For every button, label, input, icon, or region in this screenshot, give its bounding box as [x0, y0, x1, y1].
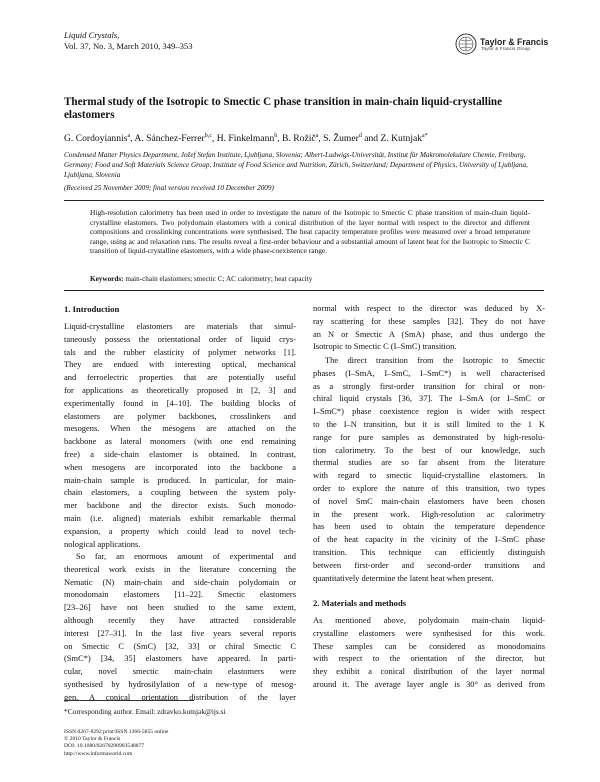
publication-imprint [64, 729, 168, 758]
keywords-label: Keywords: [90, 275, 124, 283]
copyright: © 2010 Taylor & Francis [64, 736, 121, 743]
text-line: chiral liquid crystals [36, 37]. The I–SmA (or I–SmC or [313, 393, 545, 404]
author: B. Rožič$^a$ [282, 133, 319, 145]
divider-bottom [64, 290, 544, 291]
divider-top [64, 200, 544, 201]
text-line: phases (I–SmA, I–SmC, I–SmC*) is well characterised [313, 367, 545, 378]
text-line: chain elastomers, a coupling between the system poly- [64, 487, 296, 498]
text-line: order to explore the nature of this transition, two types [313, 482, 545, 493]
text-line: range for pure samples as demonstrated by high-resolu- [313, 431, 545, 442]
text-line: taneously possess the orientational order of liquid crys- [64, 333, 296, 344]
text-line: mesogens. When the mesogens are attached on the [64, 423, 296, 434]
author: A. Sánchez-Ferrer$^{b,c}$ [134, 133, 212, 145]
text-line: nological applications. [64, 538, 141, 549]
journal-name: Liquid Crystals, [64, 30, 120, 40]
text-line: So far, an enormous amount of experimental and [76, 551, 296, 561]
corresponding-author-footnote: *Corresponding author. Email: zdravko.kutnjak@ijs.si [64, 707, 226, 716]
text-line: [23–26] have not been studied to the same extent, [64, 602, 296, 613]
text-line: main-chain sample is produced. In particular, for main- [64, 474, 296, 485]
text-line: to the I–N transition, but it is still limited to the 1 K [313, 418, 545, 429]
text-line: for applications as theoretically proposed in [2, 3] and [64, 384, 296, 395]
text-line: crystalline elastomers were synthesised for this work. [313, 627, 545, 638]
right-column-paragraph-1 [313, 302, 545, 353]
globe-seal-icon [455, 33, 477, 55]
text-line: quantitatively determine the latent heat when present. [313, 572, 494, 583]
text-line: normal with respect to the director was deduced by X- [313, 303, 545, 313]
text-line: with regard to smectic liquid-crystalline elastomers. In [313, 470, 545, 481]
text-line: tals and the rubber elasticity of polymer networks [1]. [64, 346, 296, 357]
text-line: and ferroelectric properties that are potentially useful [64, 372, 296, 383]
right-column-paragraph-2 [313, 354, 545, 584]
text-line: when mesogens are incorporated into the backbone a [64, 461, 296, 472]
text-line: of the heat capacity in the vicinity of the I–SmC phase [313, 534, 545, 545]
section-heading-introduction: 1. Introduction [64, 304, 120, 314]
text-line: As mentioned above, polydomain main-chain liquid- [313, 615, 545, 625]
text-line: monodomain elastomers [11–22]. Smectic elastomers [64, 589, 296, 600]
text-line: they exhibit a conical distribution of the layer normal [313, 666, 545, 677]
text-line: thermal studies are so far absent from the literature [313, 457, 545, 468]
right-column-paragraph-3 [313, 614, 545, 691]
text-line: backbone as lateral monomers (with one end remaining [64, 436, 296, 447]
text-line: Isotropic to Smectic C (I–SmC) transition. [313, 341, 457, 352]
text-line: These samples can be considered as monodomains [313, 640, 545, 651]
text-line: with respect to the orientation of the director, but [313, 653, 545, 664]
text-line: has been used to obtain the temperature dependence [313, 521, 545, 532]
text-line: as a strongly first-order transition for chiral or non- [313, 380, 545, 391]
text-line: elastomers are polymer backbones, crosslinkers and [64, 410, 296, 421]
text-line: They are endued with interesting optical, mechanical [64, 359, 296, 370]
text-line: of novel SmC main-chain elastomers have been chosen [313, 495, 545, 506]
text-line: Nematic (N) main-chain and side-chain polydomain or [64, 576, 296, 587]
text-line: cular, novel smectic main-chain elastomers were [64, 666, 296, 677]
author: Z. Kutnjak$^{a*}$ [380, 133, 428, 145]
text-line: synthesised by hydrosilylation of a new-type of mesog- [64, 678, 296, 689]
text-line: Liquid-crystalline elastomers are materials that simul- [64, 321, 296, 331]
author: G. Cordoyiannis$^a$ [64, 133, 131, 145]
text-line: theoretical work exists in the literature concerning the [64, 563, 296, 574]
author-list: G. Cordoyiannis$^a$, A. Sánchez-Ferrer$^{b,c}$, H. Finkelmann$^b$, B. Rožič$^a$, S. Žumer$^d$ and Z. Kutnjak$^{a*}$ [64, 133, 428, 145]
doi: DOI: 10.1080/02678290903548877 [64, 743, 145, 750]
author: H. Finkelmann$^b$ [216, 133, 278, 145]
keywords [90, 275, 312, 283]
section-heading-methods: 2. Materials and methods [313, 598, 407, 608]
text-line: interest [27–31]. In the last five years several reports [64, 627, 296, 638]
issn: ISSN 0267-8292 print/ISSN 1366-5855 online [64, 729, 169, 735]
journal-header [64, 30, 193, 52]
author: S. Žumer$^d$ [323, 133, 362, 145]
text-line: tion calorimetry. To the best of our knowledge, such [313, 444, 545, 455]
footnote-rule [64, 700, 194, 701]
keywords-text: main-chain elastomers; smectic C; AC calorimetry; heat capacity [125, 275, 313, 283]
text-line: expansion, a property which could lead to novel tech- [64, 525, 296, 536]
text-line: ray scattering for these samples [32]. They do not have [313, 315, 545, 326]
abstract: High-resolution calorimetry has been used in order to investigate the nature of the Isotropic to Smectic C phase transition of main-chain liquid-crystalline elastomers. Two polydomain elastomers with a conical distribution of the layer normal with respect to the director and different compositions and crosslinking concentrations were synthesised. The heat capacity temperature profiles were measured over a broad temperature range, using ac and relaxation runs. The results reveal a first-order behaviour and a substantial amount of latent heat for the Isotropic to Smectic C transition of liquid-crystalline elastomers, with a wide phase-coexistence range. [90, 208, 530, 256]
publisher-subtitle: Taylor & Francis Group [481, 47, 531, 52]
text-line: mer backbone and the director exists. Such monodo- [64, 500, 296, 511]
text-line: The direct transition from the Isotropic to Smectic [325, 355, 545, 365]
text-line: transition. This technique can efficiently distinguish [313, 546, 545, 557]
left-column-paragraph-2 [64, 550, 296, 704]
text-line: around it. The average layer angle is 30° as derived from [313, 678, 545, 689]
publisher-url[interactable]: http://www.informaworld.com [64, 750, 133, 757]
received-dates: (Received 25 November 2009; final version received 10 December 2009) [64, 184, 274, 192]
text-line: on Smectic C (SmC) [32, 33] or chiral Smectic C [64, 640, 296, 651]
text-line: in the present work. High-resolution ac calorimetry [313, 508, 545, 519]
article-title: Thermal study of the Isotropic to Smectic C phase transition in main-chain liquid-crystalline elastomers [64, 96, 503, 121]
text-line: free) a side-chain elastomer is obtained. In contrast, [64, 448, 296, 459]
text-line: (SmC*) [34, 35] elastomers have appeared. In parti- [64, 653, 296, 664]
left-column-paragraph-1 [64, 320, 296, 550]
text-line: an N or Smectic A (SmA) phase, and thus undergo the [313, 328, 545, 339]
text-line: gen. A conical orientation distribution of the layer [64, 691, 296, 702]
text-line: experimentally found in [4–10]. The building blocks of [64, 397, 296, 408]
publisher-logo [455, 33, 565, 57]
journal-citation: Vol. 37, No. 3, March 2010, 349–353 [64, 41, 193, 51]
affiliations: Condensed Matter Physics Department, Jožef Stefan Institute, Ljubljana, Slovenia; Albert-Ludwigs-Universität, Institut für Makromolekulare Chemie, Freiburg, Germany; Food and Soft Materials Science Group, Institute of Food Science and Nutrition, Zürich, Switzerland; Department of Physics, University of Ljubljana, Ljubljana, Slovenia [64, 151, 528, 180]
publisher-name: Taylor & Francis [480, 37, 549, 47]
text-line: main (i.e. aligned) materials exhibit remarkable thermal [64, 512, 296, 523]
text-line: between first-order and second-order transitions and [313, 559, 545, 570]
text-line: I–SmC*) phase coexistence region is wider with respect [313, 406, 545, 417]
text-line: although recently they have attracted considerable [64, 614, 296, 625]
